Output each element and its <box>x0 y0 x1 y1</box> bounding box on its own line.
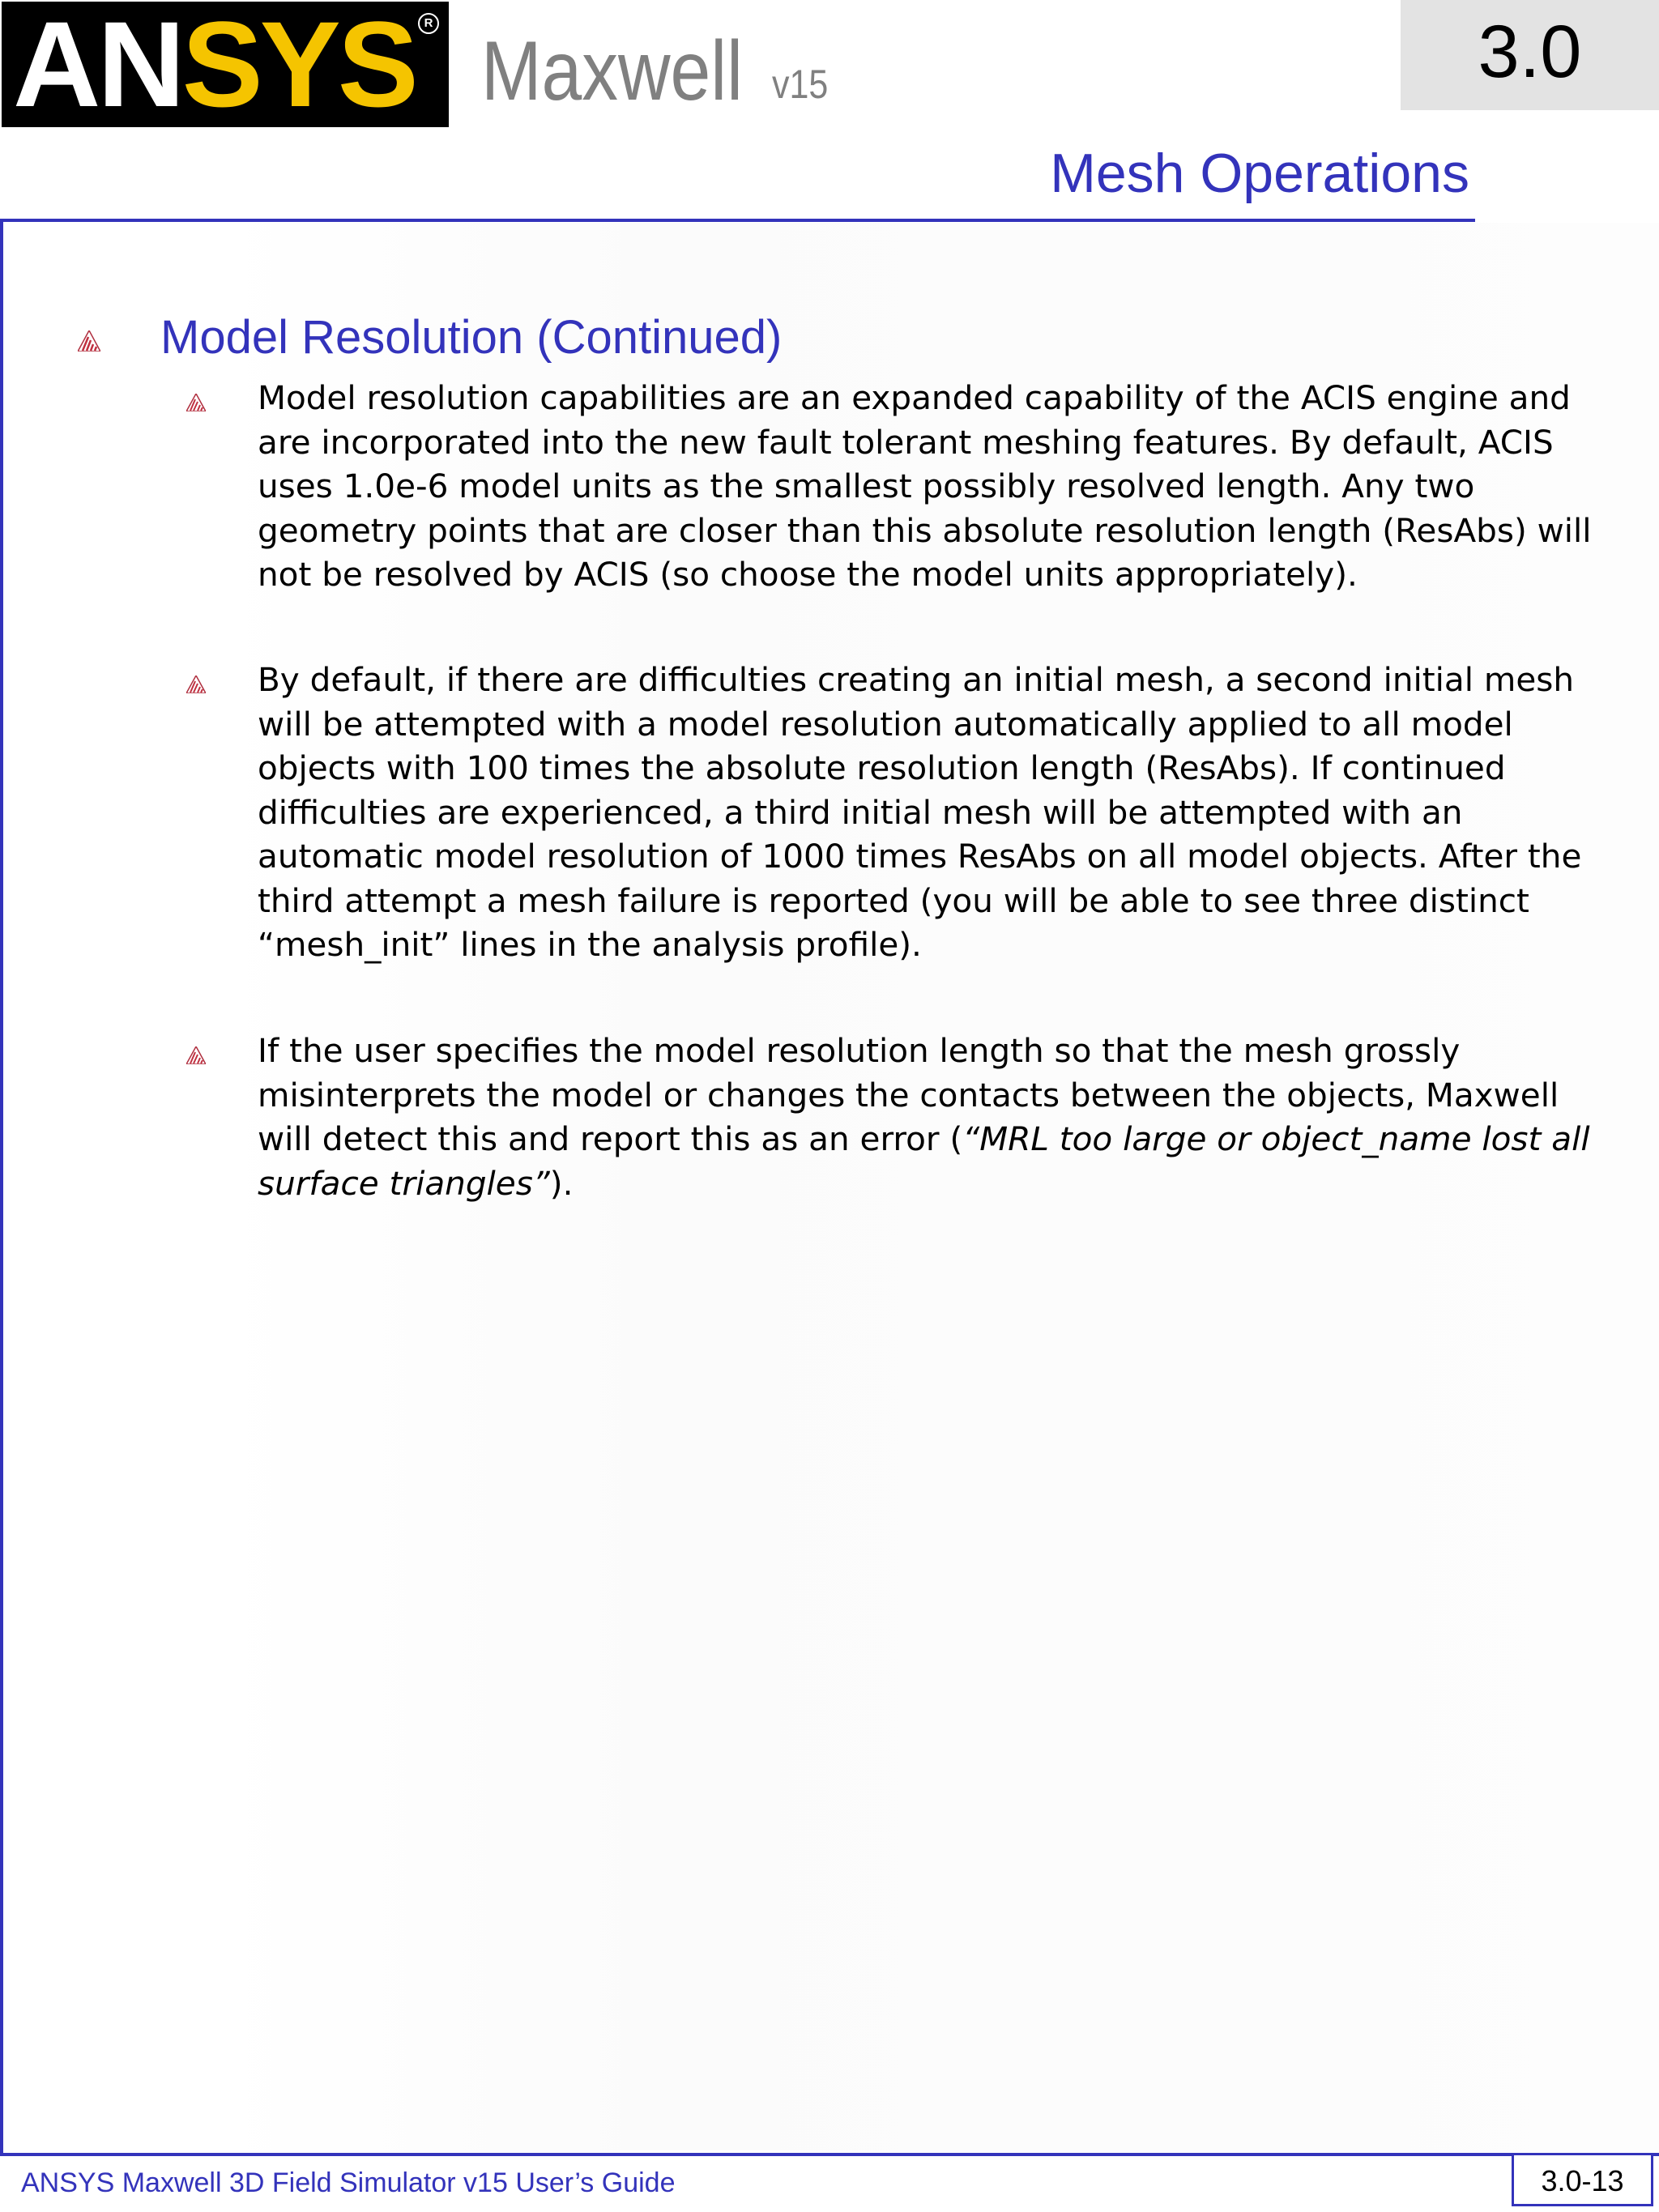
error-intro-text: will detect this and report this as an error ( <box>258 1119 963 1158</box>
text-line: “mesh_init” lines in the analysis profile). <box>258 925 922 964</box>
logo-text-white: AN <box>13 2 182 127</box>
text-line: By default, if there are difficulties creating an initial mesh, a second initial mesh <box>258 660 1575 699</box>
product-name: Maxwell <box>481 24 744 118</box>
text-line <box>258 1117 1590 1161</box>
text-line: misinterprets the model or changes the contacts between the objects, Maxwell <box>258 1075 1559 1115</box>
text-line: objects with 100 times the absolute resolution length (ResAbs). If continued <box>258 748 1506 787</box>
paragraph-initial-mesh-retries <box>258 658 1586 967</box>
page-number-box <box>1512 2153 1653 2206</box>
error-message-text-continued: surface triangles” <box>258 1163 550 1203</box>
logo-text-yellow: SYS <box>181 2 416 127</box>
text-line: If the user specifies the model resolution length so that the mesh grossly <box>258 1031 1461 1070</box>
text-line: are incorporated into the new fault tolerant meshing features. By default, ACIS <box>258 422 1554 462</box>
chapter-badge <box>1401 0 1659 110</box>
closing-text: ). <box>549 1163 574 1203</box>
text-line: third attempt a mesh failure is reported (you will be able to see three distinct <box>258 880 1529 920</box>
text-line: will be attempted with a model resolution automatically applied to all model <box>258 704 1513 744</box>
left-border <box>0 219 3 2154</box>
text-line: geometry points that are closer than this absolute resolution length (ResAbs) will <box>258 510 1592 550</box>
registered-mark-icon: R <box>418 13 439 34</box>
footer-guide-title: ANSYS Maxwell 3D Field Simulator v15 User’s Guide <box>21 2167 676 2198</box>
error-message-text: “MRL too large or object_name lost all <box>962 1119 1590 1158</box>
text-line <box>258 1161 1586 1206</box>
text-line: not be resolved by ACIS (so choose the model units appropriately). <box>258 555 1358 594</box>
text-line: uses 1.0e-6 model units as the smallest possibly resolved length. Any two <box>258 467 1475 505</box>
footer-divider <box>0 2153 1659 2156</box>
paragraph-mrl-error <box>258 1029 1590 1205</box>
sub-bullet-icon <box>186 676 206 693</box>
product-version: v15 <box>772 62 829 107</box>
bullet-icon <box>78 330 100 352</box>
text-line: difficulties are experienced, a third initial mesh will be attempted with an <box>258 792 1463 832</box>
sub-bullet-icon <box>186 1046 206 1064</box>
section-title: Mesh Operations <box>1050 143 1469 204</box>
sub-bullet-icon <box>186 394 206 411</box>
text-line: Model resolution capabilities are an expanded capability of the ACIS engine and <box>258 378 1571 417</box>
chapter-number: 3.0 <box>1478 11 1582 93</box>
paragraph-resolution-capabilities <box>258 376 1592 597</box>
ansys-logo <box>2 2 449 127</box>
text-line: automatic model resolution of 1000 times ResAbs on all model objects. After the <box>258 837 1582 876</box>
header-divider <box>0 219 1475 222</box>
section-heading: Model Resolution (Continued) <box>160 311 783 364</box>
page-number: 3.0-13 <box>1541 2164 1624 2197</box>
